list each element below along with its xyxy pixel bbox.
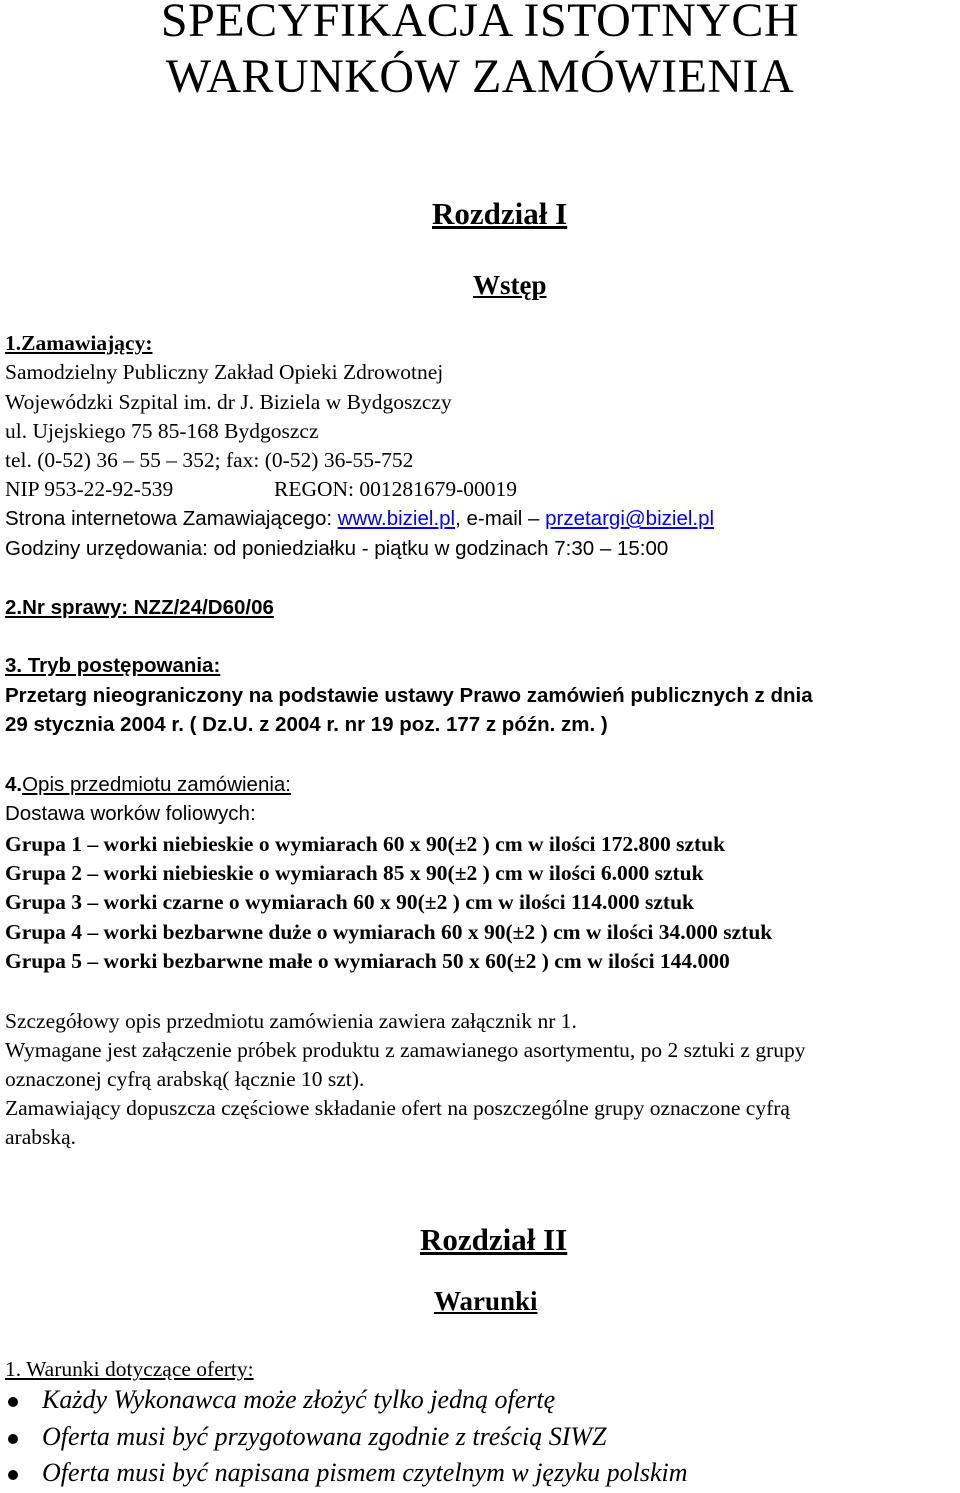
contractor-web-email-line xyxy=(5,505,714,533)
bullet-icon xyxy=(8,1397,18,1407)
chapter-2-heading: Rozdział II xyxy=(420,1222,568,1257)
document-title-line-2: WARUNKÓW ZAMÓWIENIA xyxy=(165,50,795,103)
email-link[interactable]: przetargi@biziel.pl xyxy=(545,507,715,530)
group-item: Grupa 3 – worki czarne o wymiarach 60 x 90(±2 ) cm w ilości 114.000 sztuk xyxy=(5,890,694,914)
group-item: Grupa 1 – worki niebieskie o wymiarach 60 x 90(±2 ) cm w ilości 172.800 sztuk xyxy=(5,832,726,856)
website-link[interactable]: www.biziel.pl xyxy=(337,507,456,530)
contractor-address: ul. Ujejskiego 75 85-168 Bydgoszcz xyxy=(5,419,319,443)
contractor-hospital: Wojewódzki Szpital im. dr J. Biziela w Bydgoszczy xyxy=(5,390,452,414)
condition-text: Oferta musi być przygotowana zgodnie z treścią SIWZ xyxy=(42,1422,607,1451)
web-prefix: Strona internetowa Zamawiającego: xyxy=(5,507,338,530)
bullet-icon xyxy=(8,1434,18,1444)
procedure-text-line-2: 29 stycznia 2004 r. ( Dz.U. z 2004 r. nr 19 poz. 177 z późn. zm. ) xyxy=(5,713,608,736)
bullet-icon xyxy=(8,1470,18,1480)
procedure-text-line-1: Przetarg nieograniczony na podstawie ustawy Prawo zamówień publicznych z dnia xyxy=(5,684,813,707)
email-prefix: , e-mail – xyxy=(455,507,546,530)
group-item: Grupa 2 – worki niebieskie o wymiarach 85 x 90(±2 ) cm w ilości 6.000 sztuk xyxy=(5,861,704,885)
samples-line-2: oznaczonej cyfrą arabską( łącznie 10 szt). xyxy=(5,1067,365,1091)
conditions-label: 1. Warunki dotyczące oferty: xyxy=(5,1357,254,1381)
condition-text: Oferta musi być napisana pismem czytelnym w języku polskim xyxy=(42,1458,688,1487)
case-number: 2.Nr sprawy: NZZ/24/D60/06 xyxy=(5,596,274,619)
procedure-label: 3. Tryb postępowania: xyxy=(5,654,221,677)
group-item: Grupa 5 – worki bezbarwne małe o wymiarach 50 x 60(±2 ) cm w ilości 144.000 xyxy=(5,949,730,973)
subject-number: 4. xyxy=(5,773,23,796)
group-item: Grupa 4 – worki bezbarwne duże o wymiarach 60 x 90(±2 ) cm w ilości 34.000 sztuk xyxy=(5,920,773,944)
samples-line-1: Wymagane jest załączenie próbek produktu z zamawianego asortymentu, po 2 sztuki z grupy xyxy=(5,1038,806,1062)
chapter-1-subheading: Wstęp xyxy=(473,270,547,300)
contractor-name: Samodzielny Publiczny Zakład Opieki Zdrowotnej xyxy=(5,360,444,384)
partial-offers-line-2: arabską. xyxy=(5,1125,77,1149)
condition-text: Każdy Wykonawca może złożyć tylko jedną ofertę xyxy=(42,1385,556,1414)
contractor-nip: NIP 953-22-92-539 xyxy=(5,477,174,501)
subject-intro: Dostawa worków foliowych: xyxy=(5,802,256,825)
section-1-label: 1.Zamawiający: xyxy=(5,331,153,355)
contractor-phone-fax: tel. (0-52) 36 – 55 – 352; fax: (0-52) 36-55-752 xyxy=(5,448,414,472)
detail-description: Szczegółowy opis przedmiotu zamówienia zawiera załącznik nr 1. xyxy=(5,1009,577,1033)
office-hours: Godziny urzędowania: od poniedziałku - piątku w godzinach 7:30 – 15:00 xyxy=(5,537,669,560)
chapter-2-subheading: Warunki xyxy=(434,1286,538,1316)
contractor-regon: REGON: 001281679-00019 xyxy=(274,477,518,501)
partial-offers-line-1: Zamawiający dopuszcza częściowe składanie ofert na poszczególne grupy oznaczone cyfrą xyxy=(5,1096,790,1120)
document-title-line-1: SPECYFIKACJA ISTOTNYCH xyxy=(160,0,800,47)
chapter-1-heading: Rozdział I xyxy=(432,196,568,231)
subject-title: Opis przedmiotu zamówienia: xyxy=(22,773,292,796)
subject-label xyxy=(5,771,291,799)
